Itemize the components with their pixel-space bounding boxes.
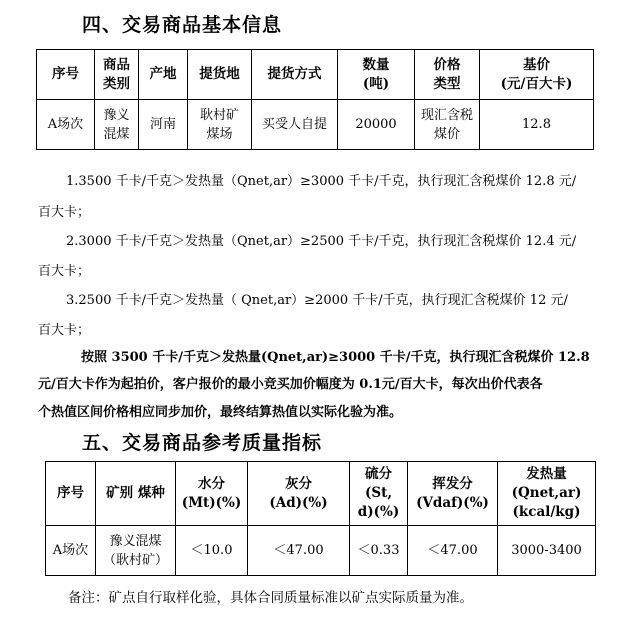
table-row [46,526,596,576]
table-cell: ＜0.33 [350,526,408,576]
quality-table [45,461,596,576]
bidding-line-1: 按照 3500 千卡/千克＞发热量(Qnet,ar)≥3000 千卡/千克，执行现汇含税煤价 12.8 [81,350,590,365]
header-cell: 产地 [139,50,188,100]
table-header-row [37,50,594,100]
header-cell: 水分 (Mt)(%) [176,462,248,526]
header-cell: 发热量 (Qnet,ar) (kcal/kg) [498,462,596,526]
rule-3-line-1: 3.2500 千卡/千克＞发热量（ Qnet,ar）≥2000 千卡/千克，执行现汇含税煤价 12 元/ [66,293,568,308]
header-cell: 序号 [46,462,96,526]
rule-1-line-1: 1.3500 千卡/千克＞发热量（Qnet,ar）≥3000 千卡/千克，执行现汇含税煤价 12.8 元/ [66,174,577,189]
table-header-row [46,462,596,526]
table-cell: 河南 [139,100,188,150]
table-cell: 12.8 [480,100,594,150]
header-cell: 灰分 (Ad)(%) [248,462,350,526]
table-cell: 豫义 混煤 [95,100,139,150]
header-cell: 矿别 煤种 [96,462,176,526]
table-cell: ＜47.00 [248,526,350,576]
rule-1-line-2: 百大卡； [38,205,91,220]
basic-info-table [36,49,594,150]
table-cell: A场次 [37,100,95,150]
bidding-line-2: 元/百大卡作为起拍价，客户报价的最小竞买加价幅度为 0.1元/百大卡，每次出价代表各 [38,377,543,392]
table-cell: 买受人自提 [252,100,338,150]
header-cell: 序号 [37,50,95,100]
rule-3-line-2: 百大卡； [38,323,91,338]
table-cell: 耿村矿 煤场 [188,100,252,150]
footnote: 备注：矿点自行取样化验，具体合同质量标准以矿点实际质量为准。 [68,590,473,606]
header-cell: 提货地 [188,50,252,100]
table-cell: 20000 [338,100,415,150]
header-cell: 挥发分 (Vdaf)(%) [408,462,498,526]
table-cell: 3000-3400 [498,526,596,576]
header-cell: 价格 类型 [415,50,480,100]
table-row [37,100,594,150]
table-cell: ＜47.00 [408,526,498,576]
header-cell: 基价 (元/百大卡) [480,50,594,100]
rule-2-line-1: 2.3000 千卡/千克＞发热量（Qnet,ar）≥2500 千卡/千克，执行现汇含税煤价 12.4 元/ [66,234,577,249]
rule-2-line-2: 百大卡； [38,264,91,279]
bidding-line-3: 个热值区间价格相应同步加价，最终结算热值以实际化验为准。 [38,405,403,420]
header-cell: 数量 (吨) [338,50,415,100]
table-cell: ＜10.0 [176,526,248,576]
section-5-title: 五、交易商品参考质量指标 [82,432,323,454]
header-cell: 硫分 (St, d)(%) [350,462,408,526]
header-cell: 商品 类别 [95,50,139,100]
table-cell: A场次 [46,526,96,576]
table-cell: 现汇含税 煤价 [415,100,480,150]
section-4-title: 四、交易商品基本信息 [82,14,283,36]
table-cell: 豫义混煤 （耿村矿） [96,526,176,576]
header-cell: 提货方式 [252,50,338,100]
